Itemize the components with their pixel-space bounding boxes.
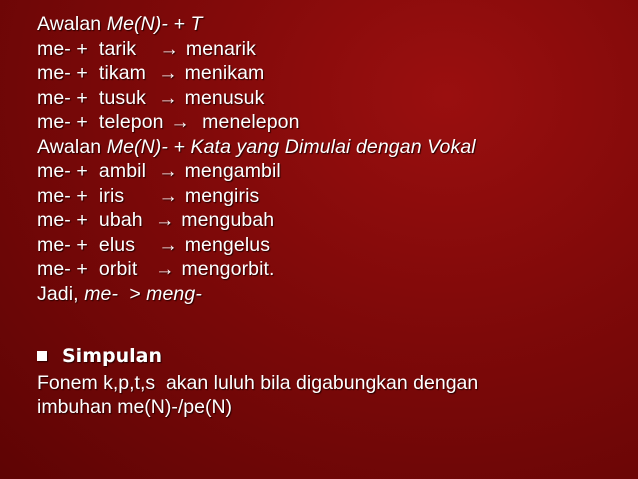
bullet-square-icon [37, 351, 47, 361]
result-word: menelepon [191, 111, 300, 133]
summary-heading: Simpulan [62, 345, 162, 367]
text-line [37, 86, 264, 110]
line-text: me- + elus [37, 233, 158, 256]
arrow-right-icon: → [158, 62, 178, 84]
italic-formula: me- > meng- [84, 282, 202, 305]
arrow-right-icon: → [158, 184, 179, 207]
arrow-right-icon: → [170, 111, 190, 133]
arrow-right-icon: → [154, 209, 175, 231]
text-line [37, 233, 270, 257]
italic-formula: Me(N)- + Kata yang Dimulai dengan Vokal [106, 135, 476, 158]
arrow-right-icon: → [159, 37, 180, 60]
italic-formula: Me(N)- + T [106, 13, 203, 35]
text-line [37, 184, 259, 208]
arrow-right-icon: → [158, 86, 178, 109]
arrow-right-icon: → [158, 233, 178, 256]
result-word: mengambil [179, 160, 281, 182]
line-text: me- + ubah [37, 209, 154, 231]
text-line [37, 61, 264, 85]
result-word: menikam [179, 62, 265, 84]
line-text: Awalan [37, 13, 107, 35]
summary-line-2: imbuhan me(N)-/pe(N) [37, 396, 233, 418]
line-text: Awalan [37, 135, 107, 158]
line-text: me- + tikam [37, 62, 158, 84]
result-word: mengubah [175, 209, 275, 231]
result-word: mengiris [179, 184, 260, 207]
result-word: mengorbit. [175, 258, 275, 280]
text-line [37, 37, 256, 61]
line-text: me- + orbit [37, 258, 154, 280]
result-word: menusuk [179, 86, 265, 109]
text-line [37, 12, 203, 36]
line-text: me- + tusuk [37, 86, 158, 109]
text-line [37, 135, 476, 159]
text-line [37, 282, 202, 306]
line-text: me- + telepon [37, 111, 170, 133]
text-line [37, 257, 275, 281]
summary-line-1: Fonem k,p,t,s akan luluh bila digabungkan dengan [37, 372, 479, 394]
arrow-right-icon: → [155, 258, 175, 280]
text-line [37, 110, 300, 134]
line-text: me- + iris [37, 184, 158, 207]
line-text: me- + ambil [37, 160, 158, 182]
line-text: Jadi, [37, 282, 85, 305]
line-text: me- + tarik [37, 37, 159, 60]
result-word: menarik [180, 37, 256, 60]
arrow-right-icon: → [158, 160, 178, 182]
result-word: mengelus [179, 233, 271, 256]
text-line [37, 208, 274, 232]
text-line [37, 159, 281, 183]
